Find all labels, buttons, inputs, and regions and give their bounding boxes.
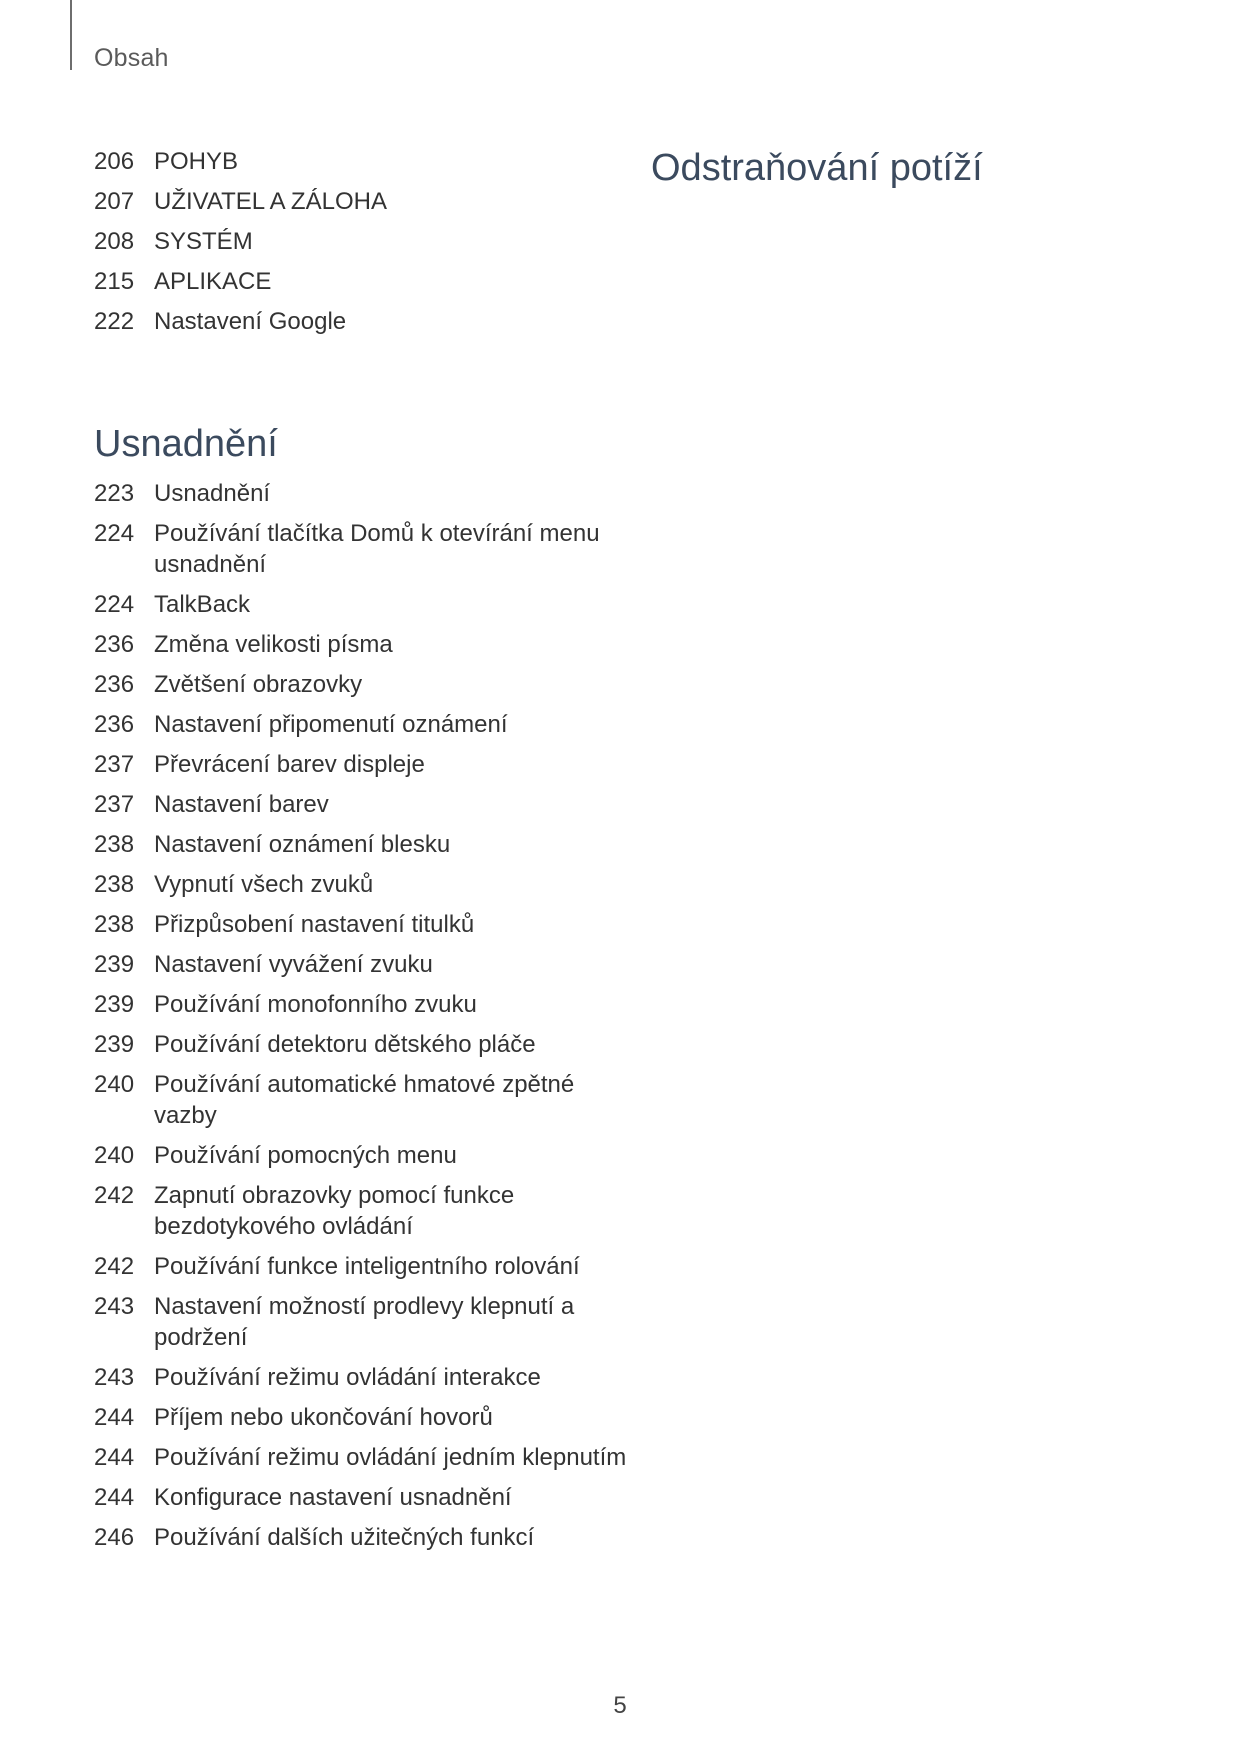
toc-page-number: 237 xyxy=(94,791,135,818)
toc-entry-title: Používání režimu ovládání interakce xyxy=(154,1364,541,1391)
toc-page-number: 207 xyxy=(94,188,135,215)
toc-entry[interactable] xyxy=(94,1482,634,1513)
toc-entry-title: Zapnutí obrazovky pomocí funkce bezdotykového ovládání xyxy=(154,1182,515,1240)
toc-entry-title: Zvětšení obrazovky xyxy=(154,671,363,698)
toc-entry[interactable] xyxy=(94,1291,634,1353)
toc-entry[interactable] xyxy=(94,789,634,820)
toc-entry[interactable] xyxy=(94,1442,634,1473)
toc-entry-title: Usnadnění xyxy=(154,480,271,507)
toc-page-number: 224 xyxy=(94,591,135,618)
toc-entry[interactable] xyxy=(94,709,634,740)
toc-page-number: 243 xyxy=(94,1364,135,1391)
toc-page-number: 240 xyxy=(94,1142,135,1169)
toc-page-number: 237 xyxy=(94,751,135,778)
toc-page-number: 222 xyxy=(94,308,135,335)
toc-entry[interactable] xyxy=(94,829,634,860)
toc-page-number: 242 xyxy=(94,1253,135,1280)
toc-page-number: 244 xyxy=(94,1484,135,1511)
section-heading-odstranovani[interactable]: Odstraňování potíží xyxy=(651,147,983,189)
toc-entry[interactable] xyxy=(94,669,634,700)
toc-page-number: 243 xyxy=(94,1293,135,1320)
toc-page-number: 236 xyxy=(94,671,135,698)
toc-entry-title: APLIKACE xyxy=(154,268,272,295)
toc-entry-title: SYSTÉM xyxy=(154,228,253,255)
toc-page-number: 236 xyxy=(94,631,135,658)
toc-entry[interactable] xyxy=(94,1140,634,1171)
toc-entry[interactable] xyxy=(94,226,624,257)
toc-entry-title: Používání tlačítka Domů k otevírání menu usnadnění xyxy=(154,520,600,578)
toc-entry-title: Nastavení připomenutí oznámení xyxy=(154,711,508,738)
toc-page-number: 238 xyxy=(94,871,135,898)
toc-page-number: 246 xyxy=(94,1524,135,1551)
toc-entry-title: Používání detektoru dětského pláče xyxy=(154,1031,536,1058)
toc-page-number: 236 xyxy=(94,711,135,738)
toc-entry[interactable] xyxy=(94,749,634,780)
toc-page-number: 224 xyxy=(94,520,135,547)
toc-entry[interactable] xyxy=(94,1180,634,1242)
toc-entry-title: Nastavení vyvážení zvuku xyxy=(154,951,433,978)
toc-entry[interactable] xyxy=(94,518,634,580)
toc-entry-title: Používání funkce inteligentního rolování xyxy=(154,1253,580,1280)
toc-entry[interactable] xyxy=(94,909,634,940)
toc-entry[interactable] xyxy=(94,629,634,660)
toc-entry-title: Používání dalších užitečných funkcí xyxy=(154,1524,535,1551)
toc-entry-title: Používání monofonního zvuku xyxy=(154,991,477,1018)
toc-entry[interactable] xyxy=(94,949,634,980)
toc-entry-title: Nastavení možností prodlevy klepnutí a podržení xyxy=(154,1293,575,1351)
toc-page-number: 223 xyxy=(94,480,135,507)
toc-entry[interactable] xyxy=(94,869,634,900)
toc-entry[interactable] xyxy=(94,1029,634,1060)
toc-page-number: 244 xyxy=(94,1404,135,1431)
toc-page-number: 238 xyxy=(94,831,135,858)
toc-entry[interactable] xyxy=(94,146,624,177)
toc-entry[interactable] xyxy=(94,186,624,217)
toc-entry[interactable] xyxy=(94,1402,634,1433)
toc-entry-title: Změna velikosti písma xyxy=(154,631,393,658)
toc-page-number: 238 xyxy=(94,911,135,938)
toc-page-number: 244 xyxy=(94,1444,135,1471)
toc-entry[interactable] xyxy=(94,478,634,509)
right-column xyxy=(651,146,1171,202)
toc-entry-title: UŽIVATEL A ZÁLOHA xyxy=(154,188,387,215)
top-toc-list xyxy=(94,146,624,346)
toc-entry-title: Vypnutí všech zvuků xyxy=(154,871,374,898)
toc-entry-title: Přizpůsobení nastavení titulků xyxy=(154,911,475,938)
toc-page-number: 242 xyxy=(94,1182,135,1209)
header-rule xyxy=(70,0,72,70)
header-label: Obsah xyxy=(94,44,169,72)
toc-entry[interactable] xyxy=(94,1251,634,1282)
toc-entry-title: Konfigurace nastavení usnadnění xyxy=(154,1484,512,1511)
section-usnadneni xyxy=(94,422,634,1562)
toc-entry-title: Nastavení barev xyxy=(154,791,329,818)
toc-entry-title: Nastavení Google xyxy=(154,308,347,335)
toc-page-number: 240 xyxy=(94,1071,135,1098)
toc-page-number: 239 xyxy=(94,991,135,1018)
page-number: 5 xyxy=(613,1692,627,1719)
toc-entry[interactable] xyxy=(94,306,624,337)
toc-entry-title: Převrácení barev displeje xyxy=(154,751,425,778)
toc-entry-title: Používání pomocných menu xyxy=(154,1142,457,1169)
toc-entry-title: Používání automatické hmatové zpětné vazby xyxy=(154,1071,575,1129)
toc-entry-title: Nastavení oznámení blesku xyxy=(154,831,451,858)
toc-entry-title: Příjem nebo ukončování hovorů xyxy=(154,1404,493,1431)
toc-page-number: 215 xyxy=(94,268,135,295)
toc-entry[interactable] xyxy=(94,589,634,620)
toc-entry-title: POHYB xyxy=(154,148,239,175)
toc-entry[interactable] xyxy=(94,266,624,297)
toc-entry[interactable] xyxy=(94,1522,634,1553)
section-heading-usnadneni[interactable]: Usnadnění xyxy=(94,423,278,465)
toc-page-number: 208 xyxy=(94,228,135,255)
toc-entry[interactable] xyxy=(94,1069,634,1131)
toc-page-number: 239 xyxy=(94,1031,135,1058)
toc-entry-title: TalkBack xyxy=(154,591,251,618)
toc-page-number: 239 xyxy=(94,951,135,978)
toc-entry[interactable] xyxy=(94,1362,634,1393)
toc-entry[interactable] xyxy=(94,989,634,1020)
toc-page-number: 206 xyxy=(94,148,135,175)
toc-entry-title: Používání režimu ovládání jedním klepnutím xyxy=(154,1444,627,1471)
